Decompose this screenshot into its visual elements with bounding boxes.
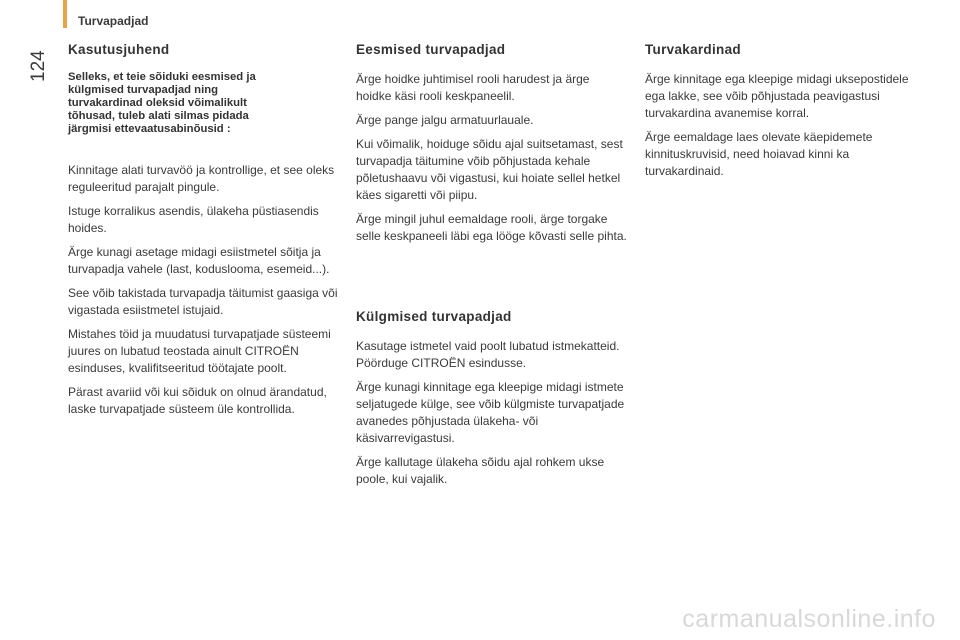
front-airbags-heading: Eesmised turvapadjad: [356, 42, 506, 57]
column-side-airbags: [356, 309, 628, 495]
usage-paragraph: Ärge kunagi asetage midagi esiistmetel sõitja ja turvapadja vahele (last, koduslooma, esemeid...).: [68, 245, 330, 276]
side-airbags-paragraph: Ärge kallutage ülakeha sõidu ajal rohkem ukse poole, kui vajalik.: [356, 455, 605, 486]
front-airbags-paragraph: Ärge pange jalgu armatuurlauale.: [356, 113, 534, 127]
page-number: [28, 44, 52, 84]
watermark: carmanualsonline.info: [682, 605, 936, 633]
page-number-text: 124: [28, 50, 49, 82]
side-airbags-paragraph: Kasutage istmetel vaid poolt lubatud istmekatteid. Pöörduge CITROËN esindusse.: [356, 339, 620, 370]
section-header: Turvapadjad: [78, 14, 149, 28]
usage-heading: Kasutusjuhend: [68, 42, 170, 57]
column-curtain-airbags: [645, 42, 917, 187]
front-airbags-paragraph: Ärge hoidke juhtimisel rooli harudest ja ärge hoidke käsi rooli keskpaneelil.: [356, 72, 590, 103]
side-airbags-paragraph: Ärge kunagi kinnitage ega kleepige midagi istmete seljatugede külge, see võib külgmiste turvapatjade avanedes põhjustada ülakeha- või käsivarrevigastusi.: [356, 380, 625, 445]
usage-paragraph: Kinnitage alati turvavöö ja kontrollige, et see oleks reguleeritud parajalt pingule.: [68, 163, 335, 194]
usage-intro: Selleks, et teie sõiduki eesmised ja külgmised turvapadjad ning turvakardinad oleksid võimalikult tõhusad, tuleb alati silmas pidada järgmisi ettevaatusabinõusid :: [68, 71, 256, 135]
front-airbags-paragraph: Ärge mingil juhul eemaldage rooli, ärge torgake selle keskpaneeli läbi ega lööge kõvasti selle pihta.: [356, 212, 627, 243]
usage-paragraph: Istuge korralikus asendis, ülakeha püstiasendis hoides.: [68, 204, 319, 235]
accent-bar: [63, 0, 67, 28]
curtain-airbags-heading: Turvakardinad: [645, 42, 741, 57]
usage-paragraph: Mistahes töid ja muudatusi turvapatjade süsteemi juures on lubatud teostada ainult CITROËN esinduses, kvalifitseeritud töötajate poolt.: [68, 327, 331, 375]
side-airbags-heading: Külgmised turvapadjad: [356, 309, 512, 324]
curtain-airbags-paragraph: Ärge kinnitage ega kleepige midagi uksepostidele ega lakke, see võib põhjustada peavigastusi turvakardina avanemise korral.: [645, 72, 909, 120]
column-usage-instructions: [68, 42, 340, 425]
usage-paragraph: Pärast avariid või kui sõiduk on olnud ärandatud, laske turvapatjade süsteem üle kontrollida.: [68, 385, 327, 416]
column-front-airbags: [356, 42, 628, 252]
curtain-airbags-paragraph: Ärge eemaldage laes olevate käepidemete kinnituskruvisid, need hoiavad kinni ka turvakardinaid.: [645, 130, 873, 178]
front-airbags-paragraph: Kui võimalik, hoiduge sõidu ajal suitsetamast, sest turvapadja täitumine võib põhjustada kehale põletushaavu või vigastusi, kui hoiate sellel hetkel käes sigaretti või piipu.: [356, 137, 623, 202]
usage-paragraph: See võib takistada turvapadja täitumist gaasiga või vigastada esiistmetel istujaid.: [68, 286, 338, 317]
